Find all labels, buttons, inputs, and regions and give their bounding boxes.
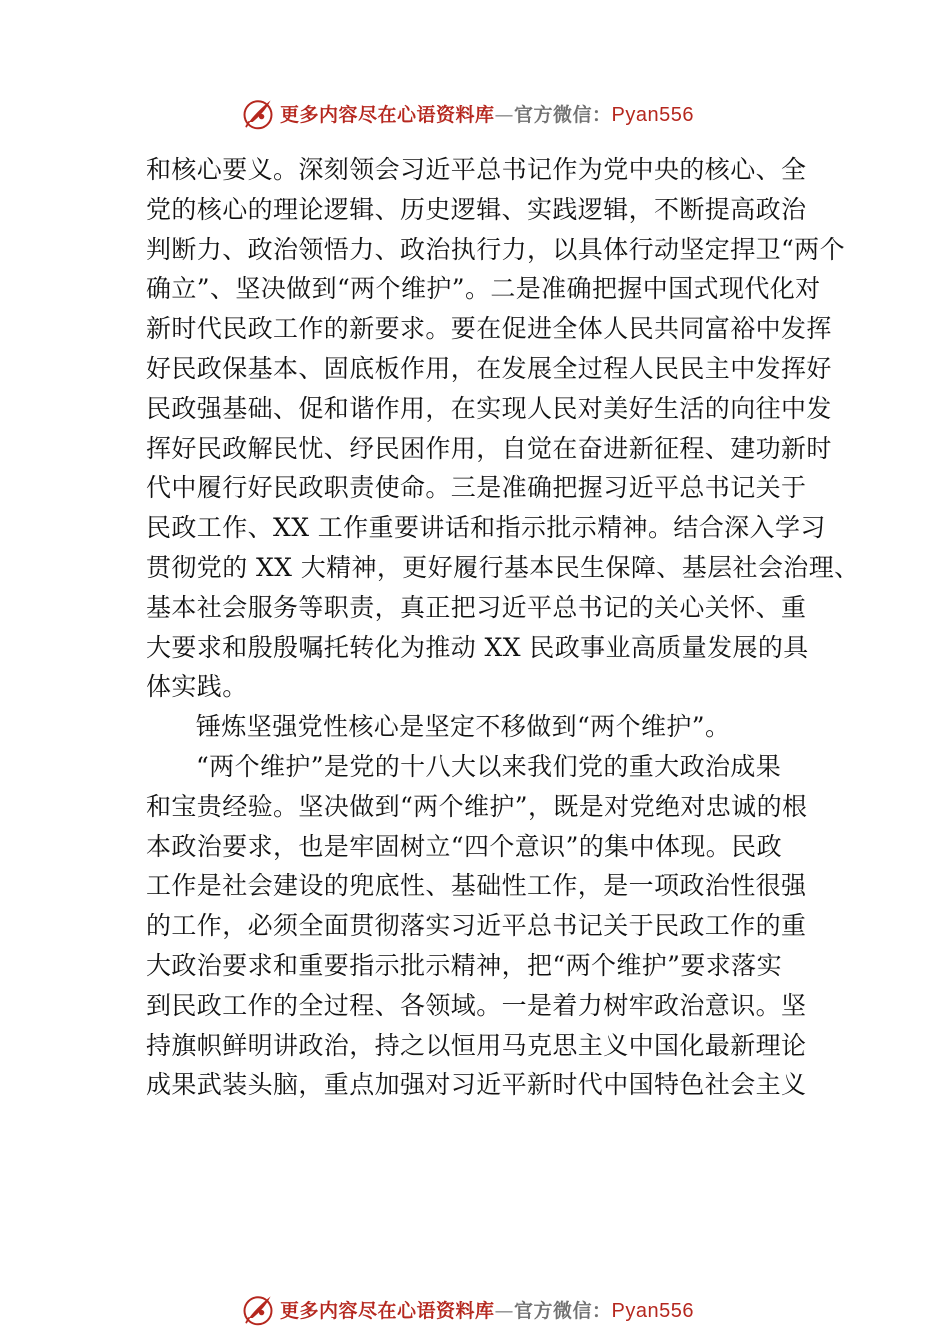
body-line: 体实践。 [146,672,248,702]
header-banner-text [280,100,694,127]
body-line: 判断力、政治领悟力、政治执行力，以具体行动坚定捍卫“两个 [146,234,845,264]
body-line: 党的核心的理论逻辑、历史逻辑、实践逻辑，不断提高政治 [146,194,807,224]
body-line: 到民政工作的全过程、各领域。一是着力树牢政治意识。坚 [146,990,807,1020]
body-line: 成果武装头脑，重点加强对习近平新时代中国特色社会主义 [146,1070,807,1100]
body-line: 持旗帜鲜明讲政治，持之以恒用马克思主义中国化最新理论 [146,1030,807,1060]
footer-wechat-id: Pyan556 [611,1299,694,1322]
body-line: 代中履行好民政职责使命。三是准确把握习近平总书记关于 [146,473,807,503]
quill-pen-logo-icon [240,1291,276,1327]
body-line: 民政强基础、促和谐作用，在实现人民对美好生活的向往中发 [146,393,832,423]
footer-separator: — [494,1299,515,1322]
body-line: 基本社会服务等职责，真正把习近平总书记的关心关怀、重 [146,592,807,622]
header-wechat-label: 官方微信： [514,103,612,126]
body-line: 民政工作、XX 工作重要讲话和指示批示精神。结合深入学习 [146,513,826,543]
body-line: 大要求和殷殷嘱托转化为推动 XX 民政事业高质量发展的具 [146,632,809,662]
header-watermark-banner [240,93,694,133]
document-body [146,150,860,1105]
paragraph-first-line: “两个维护”是党的十八大以来我们党的重大政治成果 [196,751,782,781]
body-line: 本政治要求，也是牢固树立“四个意识”的集中体现。民政 [146,831,782,861]
body-line: 好民政保基本、固底板作用，在发展全过程人民民主中发挥好 [146,353,832,383]
body-line: 贯彻党的 XX 大精神，更好履行基本民生保障、基层社会治理、 [146,552,860,582]
header-wechat-id: Pyan556 [611,103,694,126]
body-line: 的工作，必须全面贯彻落实习近平总书记关于民政工作的重 [146,911,807,941]
footer-banner-text [280,1296,694,1323]
body-line: 和宝贵经验。坚决做到“两个维护”，既是对党绝对忠诚的根 [146,791,808,821]
body-line: 挥好民政解民忧、纾民困作用，自觉在奋进新征程、建功新时 [146,433,832,463]
header-brand-text: 更多内容尽在心语资料库 [280,103,495,126]
section-heading: 锤炼坚强党性核心是坚定不移做到“两个维护”。 [196,712,731,742]
footer-brand-text: 更多内容尽在心语资料库 [280,1299,495,1322]
body-line: 大政治要求和重要指示批示精神，把“两个维护”要求落实 [146,950,782,980]
body-line: 工作是社会建设的兜底性、基础性工作，是一项政治性很强 [146,871,807,901]
body-line: 确立”、坚决做到“两个维护”。二是准确把握中国式现代化对 [146,274,821,304]
footer-watermark-banner [240,1289,694,1329]
body-line: 新时代民政工作的新要求。要在促进全体人民共同富裕中发挥 [146,314,832,344]
quill-pen-logo-icon [240,95,276,131]
footer-wechat-label: 官方微信： [514,1299,612,1322]
body-line: 和核心要义。深刻领会习近平总书记作为党中央的核心、全 [146,155,807,184]
header-separator: — [494,103,515,126]
